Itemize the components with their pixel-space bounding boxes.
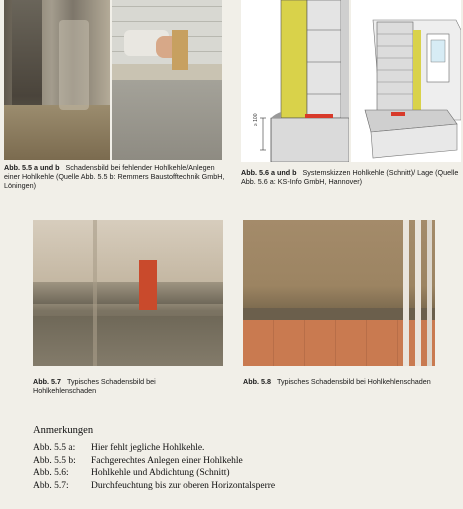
photo-5-5b xyxy=(112,0,222,160)
caption-5-5-label: Abb. 5.5 a und b xyxy=(4,163,60,172)
note-item xyxy=(33,480,453,493)
note-item xyxy=(33,467,453,480)
caption-5-8-text: Typisches Schadensbild bei Hohlkehlenschaden xyxy=(276,377,431,386)
note-label: Abb. 5.5 a: xyxy=(33,443,76,453)
diagram-isometric-5-6b xyxy=(351,0,461,162)
caption-5-7-text: Typisches Schadensbild bei Hohlkehlenschaden xyxy=(33,377,156,395)
dimension-label: ≥ 100 xyxy=(253,113,259,126)
photo-5-5a xyxy=(4,0,110,160)
caption-5-8 xyxy=(243,377,433,386)
note-text: Durchfeuchtung bis zur oberen Horizontalsperre xyxy=(91,480,276,491)
caption-5-7-label: Abb. 5.7 xyxy=(33,377,61,386)
caption-5-7 xyxy=(33,377,218,395)
caption-5-5-text: Schadensbild bei fehlender Hohlkehle/Anlegen einer Hohlkehle (Quelle Abb. 5.5 b: Remmers Baustofftechnik GmbH, Löningen) xyxy=(4,163,225,190)
caption-5-6-label: Abb. 5.6 a und b xyxy=(241,168,297,177)
caption-5-5 xyxy=(4,163,226,190)
photo-5-8 xyxy=(243,220,435,366)
caption-5-6 xyxy=(241,168,461,186)
note-label: Abb. 5.5 b: xyxy=(33,455,76,466)
caption-5-8-label: Abb. 5.8 xyxy=(243,377,271,386)
notes-title: Anmerkungen xyxy=(33,425,94,436)
notes-block xyxy=(33,425,453,492)
photo-5-7 xyxy=(33,220,223,366)
note-text: Hier fehlt jegliche Hohlkehle. xyxy=(91,443,205,453)
note-label: Abb. 5.6: xyxy=(33,468,69,478)
note-item xyxy=(33,455,453,468)
note-text: Fachgerechtes Anlegen einer Hohlkehle xyxy=(91,455,243,466)
note-label: Abb. 5.7: xyxy=(33,480,69,491)
note-item xyxy=(33,442,453,455)
caption-5-6-text: Systemskizzen Hohlkehle (Schnitt)/ Lage (Quelle Abb. 5.6 a: KS-Info GmbH, Hannover) xyxy=(241,168,459,186)
diagram-section-5-6a xyxy=(241,0,349,162)
note-text: Hohlkehle und Abdichtung (Schnitt) xyxy=(91,468,230,478)
